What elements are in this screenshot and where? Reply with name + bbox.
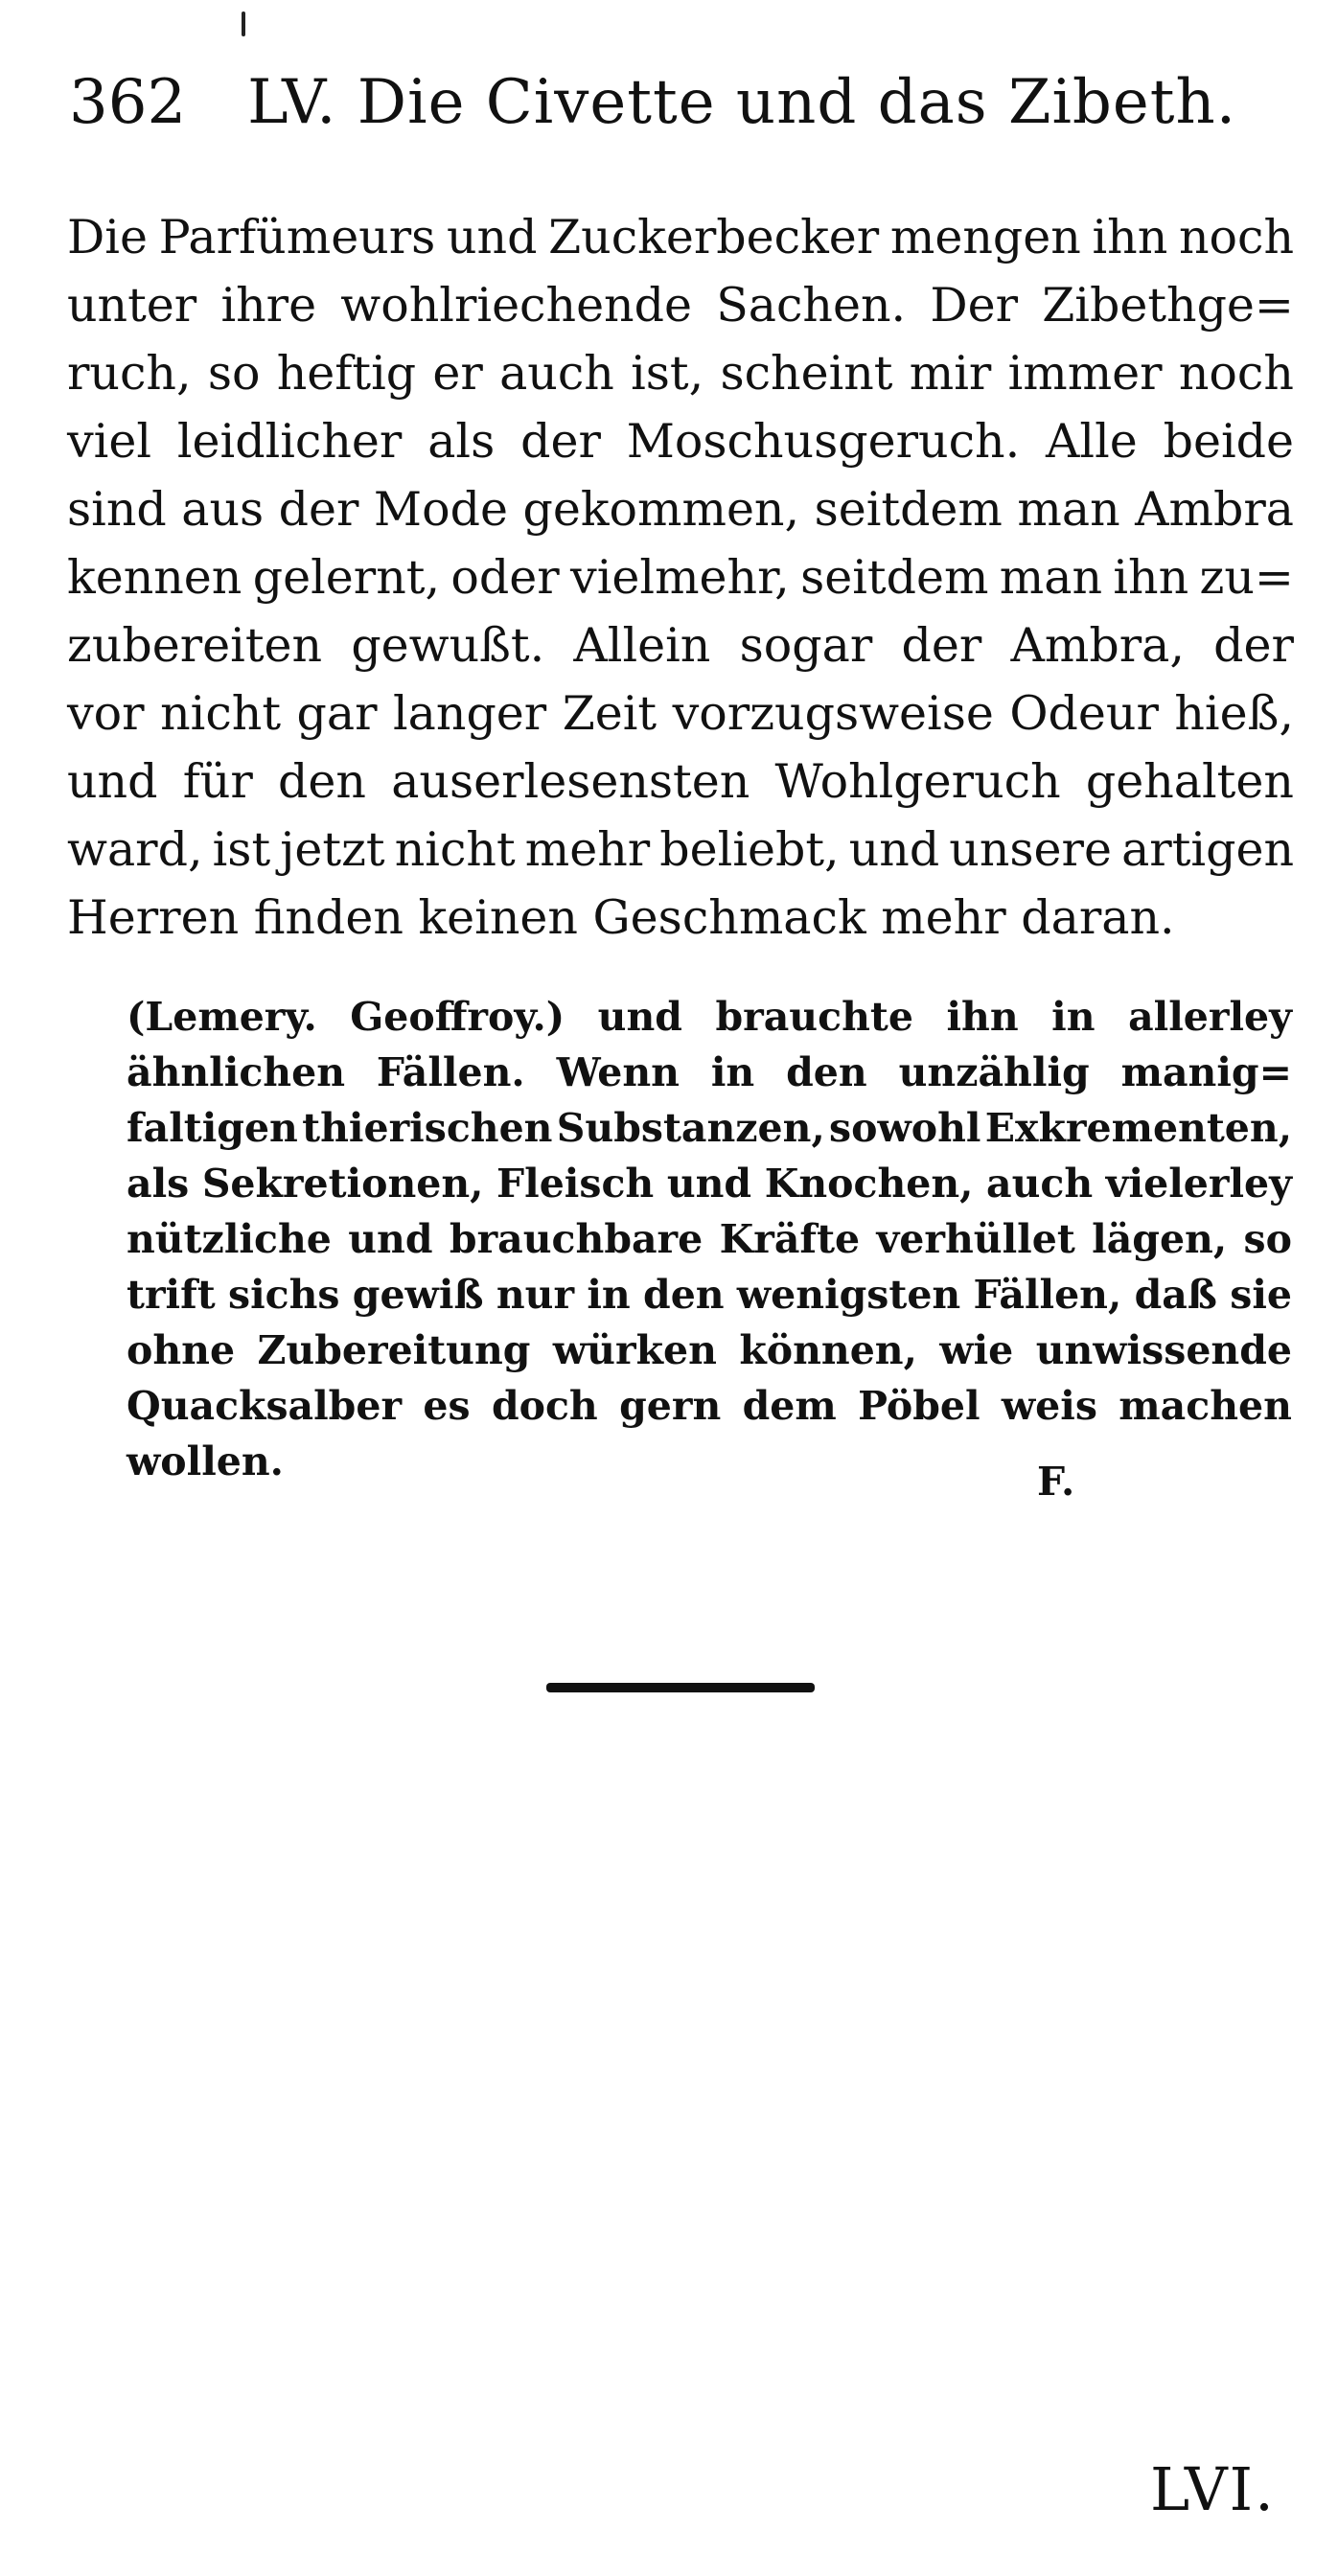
- word: Parfümeurs: [158, 210, 436, 264]
- word: sie: [1230, 1272, 1292, 1318]
- word: ruch,: [67, 346, 192, 401]
- word: gekommen,: [522, 482, 800, 537]
- word: verhüllet: [876, 1216, 1075, 1262]
- note-line: [127, 1434, 1292, 1489]
- word: nur: [496, 1272, 575, 1318]
- page-number: 362: [69, 67, 187, 138]
- text-line: [67, 611, 1294, 679]
- word: leidlicher: [176, 414, 403, 469]
- catchword: LVI.: [1150, 2454, 1276, 2524]
- word: brauchte: [715, 994, 913, 1040]
- word: Pöbel: [858, 1383, 980, 1429]
- word: Zubereitung: [257, 1327, 531, 1373]
- word: als: [427, 414, 496, 469]
- word: der: [520, 414, 601, 469]
- word: ist: [212, 822, 271, 877]
- word: Wenn: [556, 1049, 680, 1095]
- note-line: [127, 1267, 1292, 1322]
- word: machen: [1119, 1383, 1292, 1429]
- word: Zeit: [562, 686, 657, 741]
- word: trift: [127, 1272, 216, 1318]
- word: finden: [253, 890, 419, 945]
- word: immer: [1007, 346, 1163, 401]
- word: mehr: [524, 822, 651, 877]
- word: zubereiten: [67, 618, 323, 673]
- footnote: [127, 989, 1292, 1489]
- word: auserlesensten: [391, 754, 750, 809]
- word: Fällen,: [973, 1272, 1122, 1318]
- word: seitdem: [800, 550, 989, 605]
- word: ihn: [946, 994, 1019, 1040]
- word: Kräfte: [719, 1216, 861, 1262]
- word: artigen: [1121, 822, 1294, 877]
- word: mengen: [889, 210, 1081, 264]
- note-line: [127, 1378, 1292, 1434]
- running-head: LV. Die Civette und das Zibeth.: [247, 67, 1237, 138]
- page-header: [69, 59, 1296, 146]
- word: es: [423, 1383, 471, 1429]
- text-line: [67, 407, 1294, 475]
- word: gern: [619, 1383, 722, 1429]
- word: der: [278, 482, 359, 537]
- word: Zuckerbecker: [548, 210, 880, 264]
- word: und: [67, 754, 158, 809]
- word: gar: [296, 686, 378, 741]
- word: der: [901, 618, 982, 673]
- word: vielerley: [1105, 1161, 1292, 1207]
- word: und: [848, 822, 940, 877]
- word: Sachen.: [716, 278, 907, 333]
- word: nicht: [394, 822, 516, 877]
- word: unwissende: [1035, 1327, 1292, 1373]
- word: Moschusgeruch.: [626, 414, 1021, 469]
- word: Allein: [573, 618, 711, 673]
- word: auch: [986, 1161, 1094, 1207]
- word: ist,: [631, 346, 704, 401]
- word: Knochen,: [764, 1161, 974, 1207]
- word: mehr: [881, 890, 1022, 945]
- word: langer: [393, 686, 547, 741]
- word: Fällen.: [376, 1049, 525, 1095]
- ink-speck: [242, 12, 245, 36]
- word: ihn: [1113, 550, 1189, 605]
- text-line: [67, 339, 1294, 407]
- word: unsere: [949, 822, 1112, 877]
- note-line: [127, 989, 1292, 1045]
- word: sogar: [739, 618, 873, 673]
- word: in: [587, 1272, 631, 1318]
- word: beide: [1163, 414, 1294, 469]
- word: ward,: [67, 822, 203, 877]
- word: (Lemery.: [127, 994, 317, 1040]
- word: Mode: [373, 482, 508, 537]
- note-line: [127, 1156, 1292, 1211]
- word: in: [1051, 994, 1096, 1040]
- word: hieß,: [1174, 686, 1294, 741]
- word: Ambra: [1135, 482, 1294, 537]
- word: manig=: [1120, 1049, 1292, 1095]
- word: man: [1017, 482, 1120, 537]
- word: daran.: [1021, 890, 1175, 945]
- word: weis: [1001, 1383, 1097, 1429]
- word: brauchbare: [449, 1216, 704, 1262]
- word: viel: [67, 414, 152, 469]
- word: oder: [450, 550, 560, 605]
- word: scheint: [720, 346, 893, 401]
- word: den: [278, 754, 366, 809]
- text-line: [67, 271, 1294, 339]
- word: können,: [739, 1327, 917, 1373]
- word: Sekretionen,: [201, 1161, 484, 1207]
- text-line: [67, 203, 1294, 271]
- word: und: [446, 210, 538, 264]
- word: ihn: [1092, 210, 1168, 264]
- word: auch: [499, 346, 614, 401]
- word: mir: [909, 346, 992, 401]
- word: Odeur: [1009, 686, 1159, 741]
- word: gelernt,: [252, 550, 441, 605]
- note-line: [127, 1045, 1292, 1100]
- word: Geoffroy.): [350, 994, 565, 1040]
- word: keinen: [418, 890, 593, 945]
- word: sichs: [227, 1272, 340, 1318]
- word: er: [432, 346, 483, 401]
- word: Herren: [67, 890, 254, 945]
- word: sind: [67, 482, 167, 537]
- word: und: [666, 1161, 752, 1207]
- text-line: [67, 679, 1294, 748]
- word: wollen.: [127, 1438, 284, 1484]
- word: zu=: [1199, 550, 1294, 605]
- section-divider: [546, 1683, 815, 1692]
- word: Exkrementen,: [984, 1105, 1292, 1151]
- word: noch: [1178, 346, 1294, 401]
- word: ihre: [220, 278, 317, 333]
- word: kennen: [67, 550, 242, 605]
- word: daß: [1134, 1272, 1217, 1318]
- word: in: [710, 1049, 755, 1095]
- word: wie: [939, 1327, 1014, 1373]
- word: gewußt.: [351, 618, 545, 673]
- main-text: [67, 203, 1294, 952]
- text-line: [67, 543, 1294, 611]
- text-line: [67, 884, 1294, 952]
- word: jetzt: [280, 822, 385, 877]
- word: würken: [552, 1327, 717, 1373]
- note-line: [127, 1322, 1292, 1378]
- word: so: [1243, 1216, 1292, 1262]
- word: vor: [67, 686, 145, 741]
- word: so: [207, 346, 261, 401]
- word: Substanzen,: [556, 1105, 825, 1151]
- word: noch: [1178, 210, 1294, 264]
- word: für: [182, 754, 253, 809]
- note-line: [127, 1100, 1292, 1156]
- word: gewiß: [352, 1272, 484, 1318]
- word: wenigsten: [736, 1272, 961, 1318]
- word: und: [348, 1216, 433, 1262]
- word: ohne: [127, 1327, 236, 1373]
- word: vorzugsweise: [672, 686, 994, 741]
- word: aus: [181, 482, 265, 537]
- word: dem: [742, 1383, 837, 1429]
- word: allerley: [1128, 994, 1292, 1040]
- word: nicht: [160, 686, 282, 741]
- word: Fleisch: [496, 1161, 655, 1207]
- word: Alle: [1046, 414, 1138, 469]
- word: unzählig: [898, 1049, 1090, 1095]
- note-signature: F.: [1037, 1459, 1075, 1505]
- text-line: [67, 816, 1294, 884]
- word: lägen,: [1092, 1216, 1228, 1262]
- word: sowohl: [829, 1105, 981, 1151]
- word: faltigen: [127, 1105, 298, 1151]
- word: Wohlgeruch: [774, 754, 1061, 809]
- word: gehalten: [1085, 754, 1294, 809]
- word: heftig: [276, 346, 417, 401]
- word: ähnlichen: [127, 1049, 346, 1095]
- word: Zibethge=: [1042, 278, 1294, 333]
- word: wohlriechende: [340, 278, 692, 333]
- word: seitdem: [814, 482, 1003, 537]
- word: vielmehr,: [570, 550, 790, 605]
- word: beliebt,: [659, 822, 840, 877]
- word: nützliche: [127, 1216, 332, 1262]
- word: und: [597, 994, 682, 1040]
- word: den: [643, 1272, 725, 1318]
- word: unter: [67, 278, 197, 333]
- text-line: [67, 475, 1294, 543]
- word: Der: [930, 278, 1019, 333]
- word: Ambra,: [1010, 618, 1185, 673]
- note-line: [127, 1211, 1292, 1267]
- word: Die: [67, 210, 148, 264]
- word: man: [999, 550, 1103, 605]
- word: Quacksalber: [127, 1383, 403, 1429]
- text-line: [67, 748, 1294, 816]
- word: Geschmack: [592, 890, 882, 945]
- word: doch: [491, 1383, 598, 1429]
- word: der: [1213, 618, 1294, 673]
- word: thierischen: [302, 1105, 553, 1151]
- word: den: [786, 1049, 867, 1095]
- word: als: [127, 1161, 190, 1207]
